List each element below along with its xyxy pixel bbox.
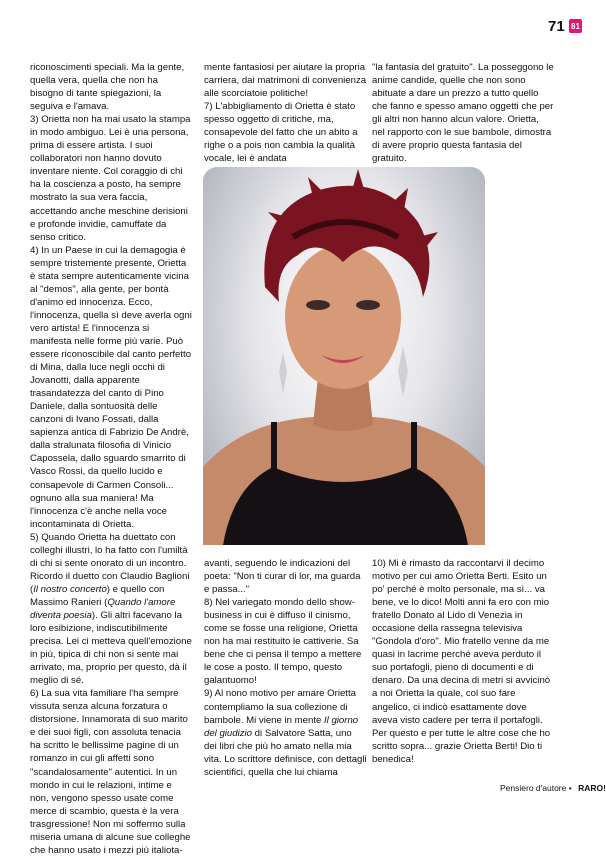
footer-bullet: • <box>568 783 572 793</box>
paragraph: 7) L'abbigliamento di Orietta è stato spesso oggetto di critiche, ma, consapevole del fatto che un abito a righe o a pois non cambia la qualità vocale, lei è andata <box>204 101 358 165</box>
article-column-2-bottom <box>204 557 367 779</box>
book-title: Il giorno del giudizio <box>204 714 359 739</box>
text-run: 5) Quando Orietta ha duettato con colleghi illustri, lo ha fatto con l'umiltà di chi si sente onorato di un incontro. Ricordo il duetto con Claudio Baglioni ( <box>30 531 190 595</box>
paragraph: riconoscimenti speciali. Ma la gente, quella vera, quella che non ha bisogno di tante spiegazioni, la seguiva e l'amava. <box>30 62 185 113</box>
song-title: Il nostro concerto <box>33 583 107 595</box>
paragraph: mente fantasiosi per aiutare la propria carriera, dai matrimoni di convenienza alle scorciatoie politiche! <box>204 62 367 100</box>
page-number: 71 <box>548 18 565 35</box>
paragraph <box>204 687 367 778</box>
paragraph: avanti, seguendo le indicazioni del poeta: "Non ti curar di lor, ma guarda e passa..." <box>204 558 361 596</box>
text-run: 9) Al nono motivo per amare Orietta contempliamo la sua collezione di bambole. Mi viene in mente <box>204 688 356 726</box>
article-column-3-bottom <box>372 557 554 766</box>
article-column-1 <box>30 61 193 857</box>
footer-brand-logo: RARO! <box>578 783 606 793</box>
article-column-2-top <box>204 61 367 165</box>
text-run: di Salvatore Satta, uno dei libri che più ho amato nella mia vita. Lo scrittore definisce, con dettagli scientifici, quella che lui chiama <box>204 727 367 778</box>
paragraph: 8) Nel variegato mondo dello show-business in cui è diffuso il cinismo, come se fosse una religione, Orietta non ha mai restituito le cattiverie. Sa bene che ci pensa il tempo a mettere le cose a posto. Il tempo, questo galantuomo! <box>204 597 362 687</box>
paragraph: 10) Mi è rimasto da raccontarvi il decimo motivo per cui amo Orietta Berti. Esito un po' perché è molto personale, ma sì... va bene, ve lo dico! Molti anni fa ero con mio fratello Donato al Lido di Venezia in occasione della rassegna televisiva "Gondola d'oro". Mio fratello venne da me quasi in lacrime perché aveva perduto il suo portafogli, pieno di documenti e di denaro. Da una decina di metri si avvicinò a noi Orietta la quale, col suo fare angelico, ci indicò esattamente dove aveva visto cadere per terra il portafogli. Per questo e per tutte le altre cose che ho scritto sopra... grazie Orietta Berti! Dio ti benedica! <box>372 558 551 765</box>
article-column-3-top <box>372 61 554 165</box>
text-run: ) e quello con Massimo Ranieri ( <box>30 583 165 608</box>
magazine-badge: 81 <box>569 19 582 33</box>
paragraph: 6) La sua vita familiare l'ha sempre vissuta senza alcuna forzatura o distorsione. Innamorata di suo marito e dei suoi figli, con assoluta tenacia ha scritto le bellissime pagine di un romanzo in cui gli affetti sono "scandalosamente" autentici. In un mondo in cui le relazioni, intime e non, vengono spesso usate come merce di scambio, questa è la vera trasgressione! Non mi soffermo sulla miseria umana di alcune sue colleghe che hanno usato i mezzi più italiota- <box>30 688 191 856</box>
paragraph: 3) Orietta non ha mai usato la stampa in modo ambiguo. Lei è una persona, prima di essere artista. I suoi collaboratori non hanno dovuto inventare niente. Col coraggio di chi ha la coscienza a posto, ha sempre mostrato la sua vera faccia, accettando anche meschine derisioni e profonde invidie, camuffate da senso critico. <box>30 114 191 243</box>
song-title: Quando l'amore diventa poesia <box>30 596 176 621</box>
paragraph: "la fantasia del gratuito". La posseggono le anime candide, quelle che non sono abituate a dare un prezzo a tutto quello che fanno e spesso amano oggetti che per gli altri non hanno alcun valore. Orietta, nel rapporto con le sue bambole, dimostra di avere proprio questa fantasia del gratuito. <box>372 62 554 165</box>
text-run: ). Gli altri facevano la loro esibizione, indiscutibilmente precisa. Lei ci metteva quell'emozione in più, tipica di chi non si sente mai arrivato, ma, proprio per questo, dà il meglio di sé. <box>30 609 192 687</box>
paragraph <box>30 531 193 688</box>
footer-section: Pensiero d'autore <box>500 783 567 793</box>
paragraph: 4) In un Paese in cui la demagogia è sempre tristemente presente, Orietta è stata sempre autenticamente vicina al "demos", alla gente, per bontà d'animo ed innocenza. Ecco, l'innocenza, quella sì deve averla ogni vero artista! E l'innocenza si manifesta nelle forme più varie. Può essere riconoscibile dal canto perfetto di Mina, dalla luce negli occhi di Jovanotti, dalla apparente trasandatezza del canto di Pino Daniele, dalla sontuosità delle canzoni di Ivano Fossati, dalla sapienza antica di Fabrizio De Andrè, dalla stralunata filosofia di Vinicio Capossela, dallo sguardo smarrito di Vasco Rossi, da quello lucido e consapevole di Carmen Consoli... ognuno alla sua maniera! Ma l'innocenza c'è anche nella voce incontaminata di Orietta. <box>30 244 192 530</box>
portrait-photo <box>203 167 485 545</box>
portrait-illustration <box>203 167 485 545</box>
page-footer <box>500 783 606 793</box>
